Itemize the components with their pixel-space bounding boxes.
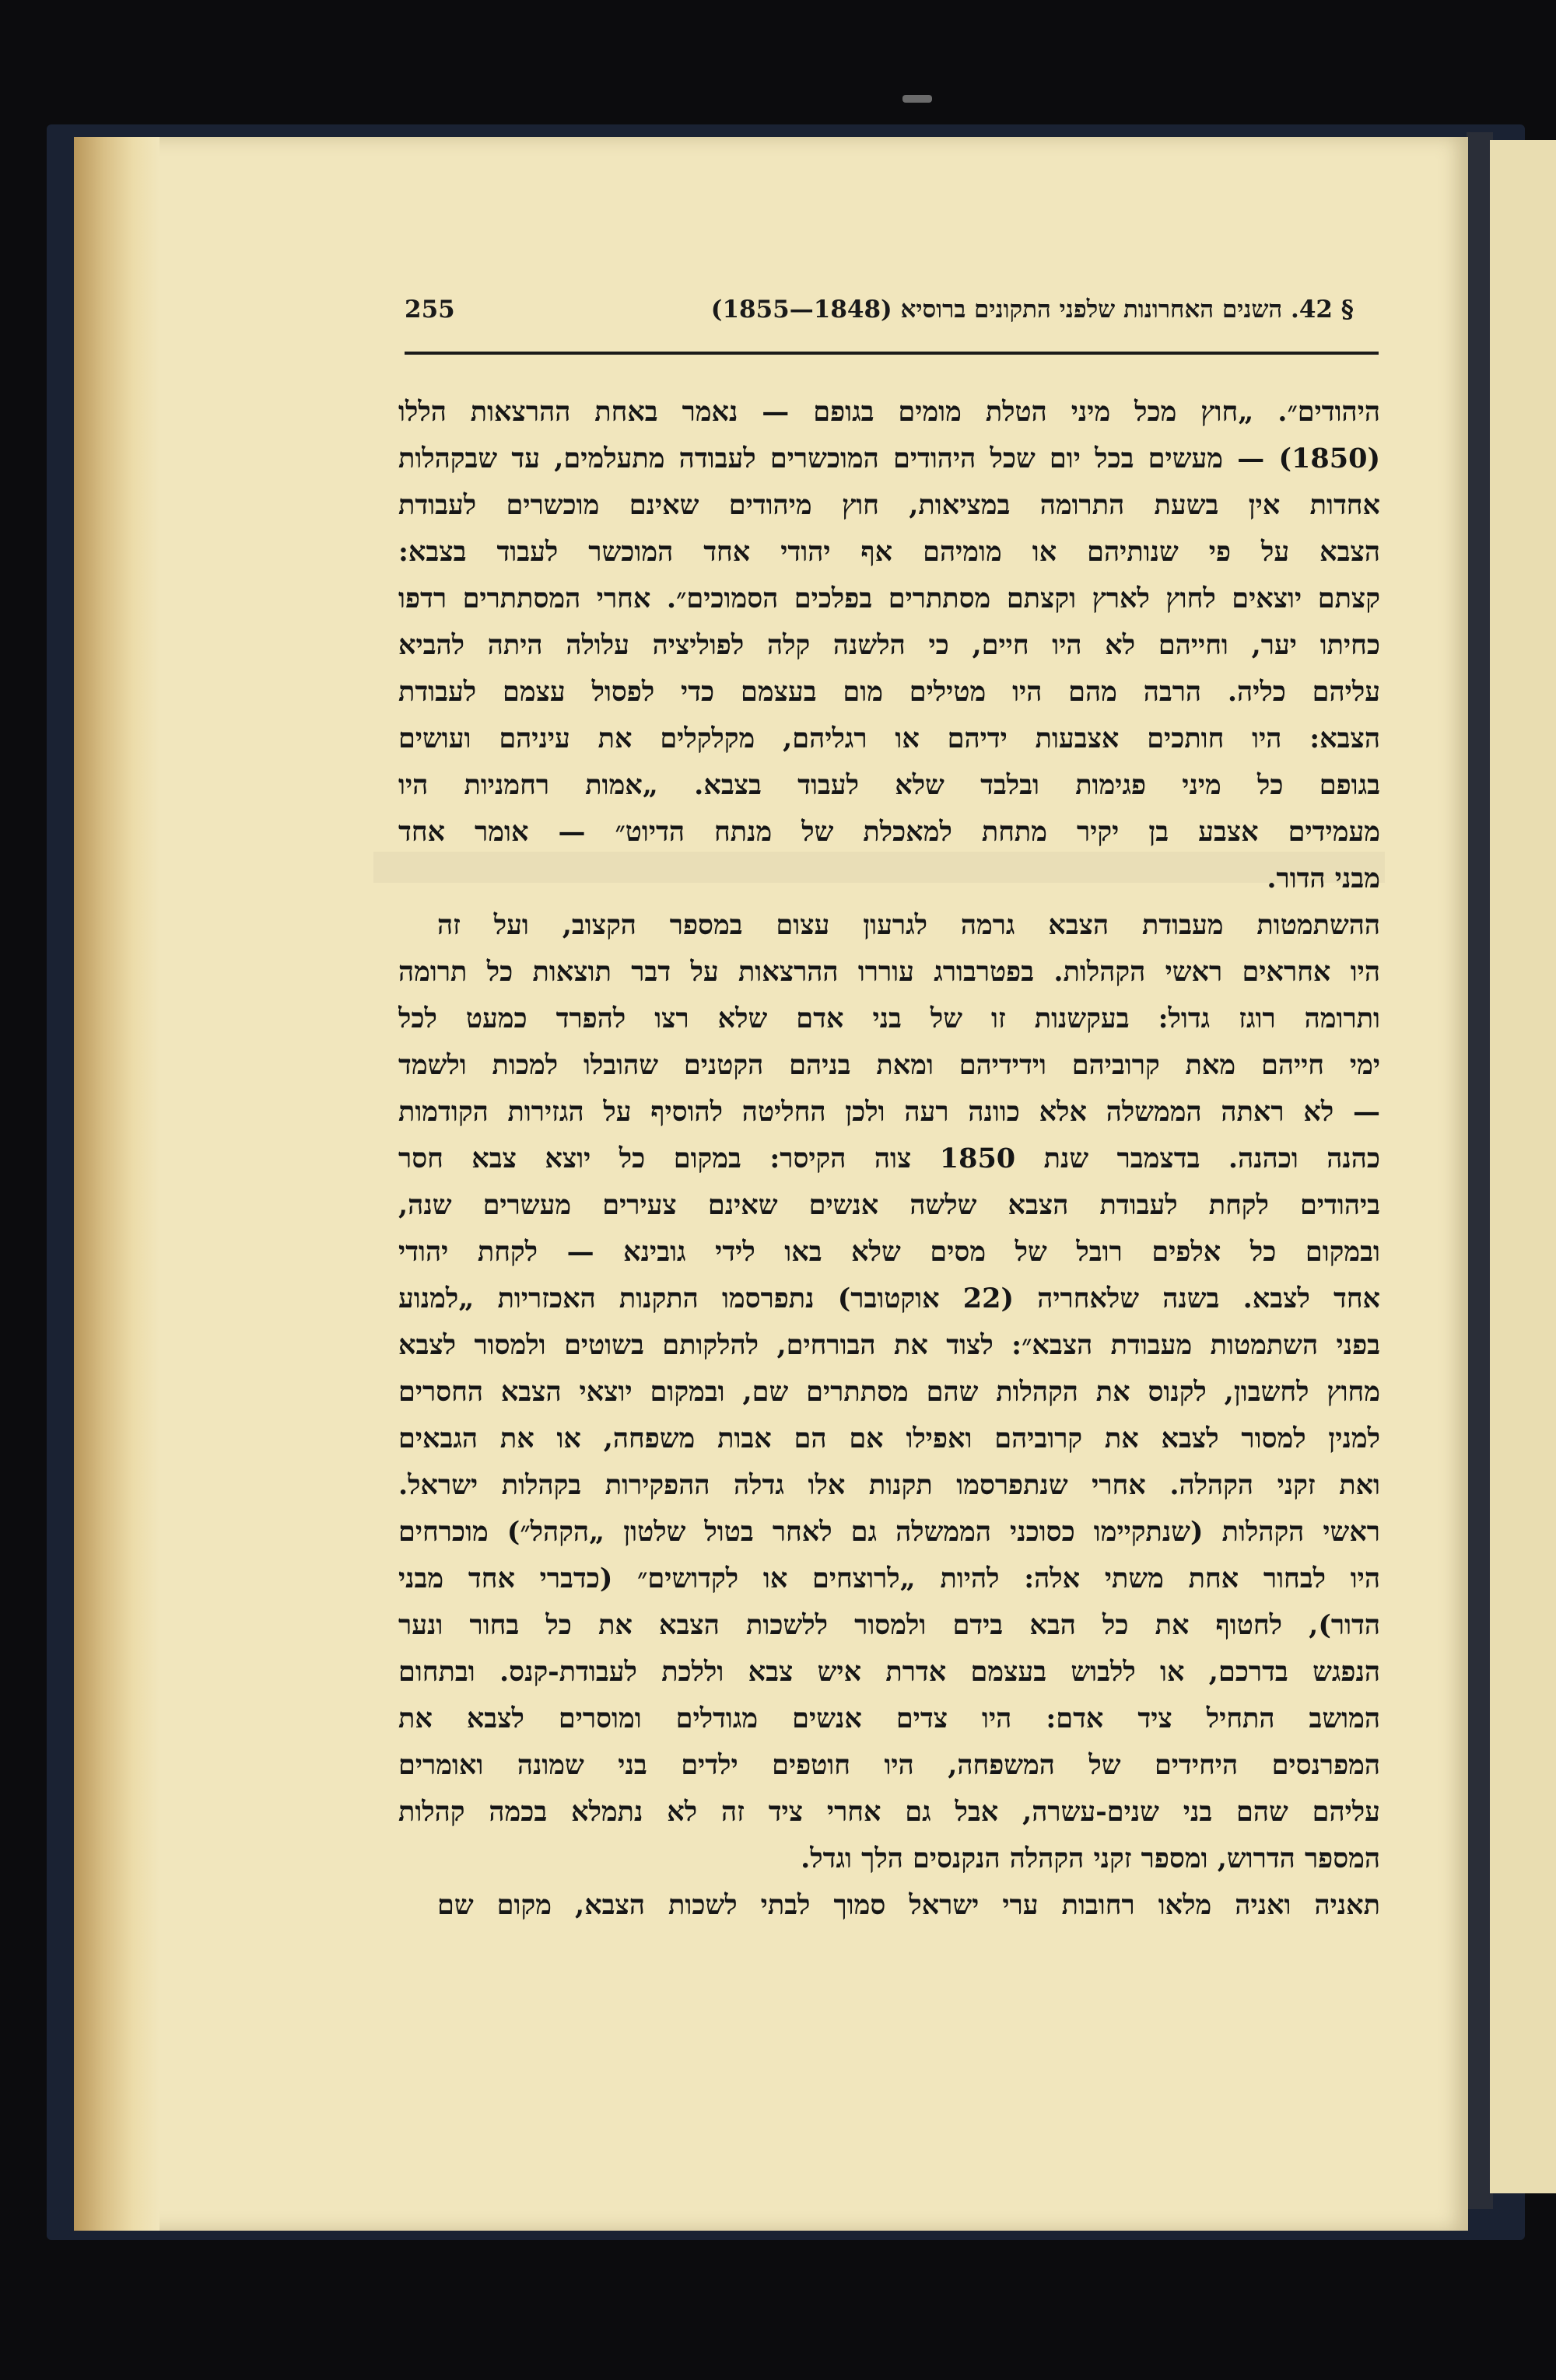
page-number: 255: [405, 296, 455, 324]
paragraph-start-line: ההשתמטות מעבודת הצבא גרמה לגרעון עצום במספר הקצוב, ועל זה: [437, 909, 1380, 941]
text-line: הצבא על פי שנותיהם או מומיהם אף יהודי אחד המוכשר לעבוד בצבא:: [398, 536, 1380, 568]
text-line: מעמידים אצבע בן יקיר מתחת למאכלת של מנתח הדיוט״ — אומר אחד: [398, 816, 1380, 848]
text-line: בפני השתמטות מעבודת הצבא״: לצוד את הבורחים, להלקותם בשוטים ולמסור לצבא: [398, 1329, 1380, 1361]
text-line: המפרנסים היחידים של המשפחה, היו חוטפים ילדים בני שמונה ואומרים: [398, 1749, 1380, 1781]
text-line: הדור), לחטוף את כל הבא בידם ולמסור ללשכות הצבא את כל בחור ונער: [398, 1609, 1380, 1641]
header-rule: [405, 352, 1379, 355]
text-line: הנפגש בדרכם, או ללבוש בעצמם אדרת איש צבא וללכת לעבודת-קנס. ובתחום: [398, 1656, 1380, 1688]
body-text: [398, 389, 1380, 2380]
text-line: עליהם שהם בני שנים-עשרה, אבל גם אחרי ציד זה לא נתמלא בכמה קהלות: [398, 1796, 1380, 1828]
text-line: עליהם כליה. הרבה מהם היו מטילים מום בעצמם כדי לפסול עצמם לעבודת: [398, 676, 1380, 708]
running-header-title: § 42. השנים האחרונות שלפני התקונים ברוסיא (1848—1855): [710, 296, 1354, 324]
text-line: ואת זקני הקהלה. אחרי שנתפרסמו תקנות אלו גדלה ההפקירות בקהלות ישראל.: [398, 1469, 1380, 1501]
text-line: ותרומה רוגז גדול: בעקשנות זו של בני אדם שלא רצו להפרד כמעט לכל: [398, 1003, 1380, 1034]
text-line: ובמקום כל אלפים רובל של מסים שלא באו לידי גובינא — לקחת יהודי: [398, 1236, 1380, 1268]
text-line: המושב התחיל ציד אדם: היו צדים אנשים מגודלים ומוסרים לצבא את: [398, 1703, 1380, 1734]
page-fore-edge: [74, 137, 159, 2231]
text-line: קצתם יוצאים לחוץ לארץ וקצתם מסתתרים בפלכים הסמוכים״. אחרי המסתתרים רדפו: [398, 583, 1380, 614]
text-line: (1850) — מעשים בכל יום שכל היהודים המוכשרים לעבודה מתעלמים, עד שבקהלות: [398, 443, 1380, 474]
bookmark-tab: [902, 95, 932, 103]
text-line: ביהודים לקחת לעבודת הצבא שלשה אנשים שאינם צעירים מעשרים שנה,: [398, 1189, 1380, 1221]
text-line: ראשי הקהלות (שנתקיימו כסוכני הממשלה גם לאחר בטול שלטון „הקהל״) מוכרחים: [398, 1516, 1380, 1548]
running-header: [405, 296, 1377, 345]
text-line: — לא ראתה הממשלה אלא כוונה רעה ולכן החליטה להוסיף על הגזירות הקודמות: [398, 1096, 1380, 1128]
text-line: כהנה וכהנה. בדצמבר שנת 1850 צוה הקיסר: במקום כל יוצא צבא חסר: [398, 1143, 1380, 1174]
text-line: היו לבחור אחת משתי אלה: להיות „לרוצחים או לקדושים״ (כדברי אחד מבני: [398, 1563, 1380, 1594]
book-gutter: [1467, 132, 1493, 2209]
text-line: היהודים״. „חוץ מכל מיני הטלת מומים בגופם — נאמר באחת ההרצאות הללו: [398, 396, 1380, 428]
text-line: הצבא: היו חותכים אצבעות ידיהם או רגליהם, מקלקלים את עיניהם ועושים: [398, 723, 1380, 754]
text-line: היו אחראים ראשי הקהלות. בפטרבורג עוררו ההרצאות על דבר תוצאות כל תרומה: [398, 956, 1380, 988]
facing-page-edge: [1490, 140, 1556, 2193]
paragraph-start-line: תאניה ואניה מלאו רחובות ערי ישראל סמוך לבתי לשכות הצבא, מקום שם: [437, 1889, 1380, 1921]
text-line: ימי חייהם מאת קרוביהם וידידיהם ומאת בניהם הקטנים שהובלו למכות ולשמד: [398, 1049, 1380, 1081]
text-line: המספר הדרוש, ומספר זקני הקהלה הנקנסים הלך וגדל.: [801, 1843, 1380, 1874]
text-line: אחד לצבא. בשנה שלאחריה (22 אוקטובר) נתפרסמו התקנות האכזריות „למנוע: [398, 1283, 1380, 1314]
text-line: מבני הדור.: [1267, 863, 1380, 894]
text-line: אחדות אין בשעת התרומה במציאות, חוץ מיהודים שאינם מוכשרים לעבודת: [398, 489, 1380, 521]
text-line: כחיתו יער, וחייהם לא היו חיים, כי הלשנה קלה לפוליציה עלולה היתה להביא: [398, 629, 1380, 661]
text-line: למנין למסור לצבא את קרוביהם ואפילו אם הם אבות משפחה, או את הגבאים: [398, 1423, 1380, 1454]
text-line: בגופם כל מיני פגימות ובלבד שלא לעבוד בצבא. „אמות רחמניות היו: [398, 769, 1380, 801]
text-line: מחוץ לחשבון, לקנוס את הקהלות שהם מסתתרים שם, ובמקום יוצאי הצבא החסרים: [398, 1376, 1380, 1408]
